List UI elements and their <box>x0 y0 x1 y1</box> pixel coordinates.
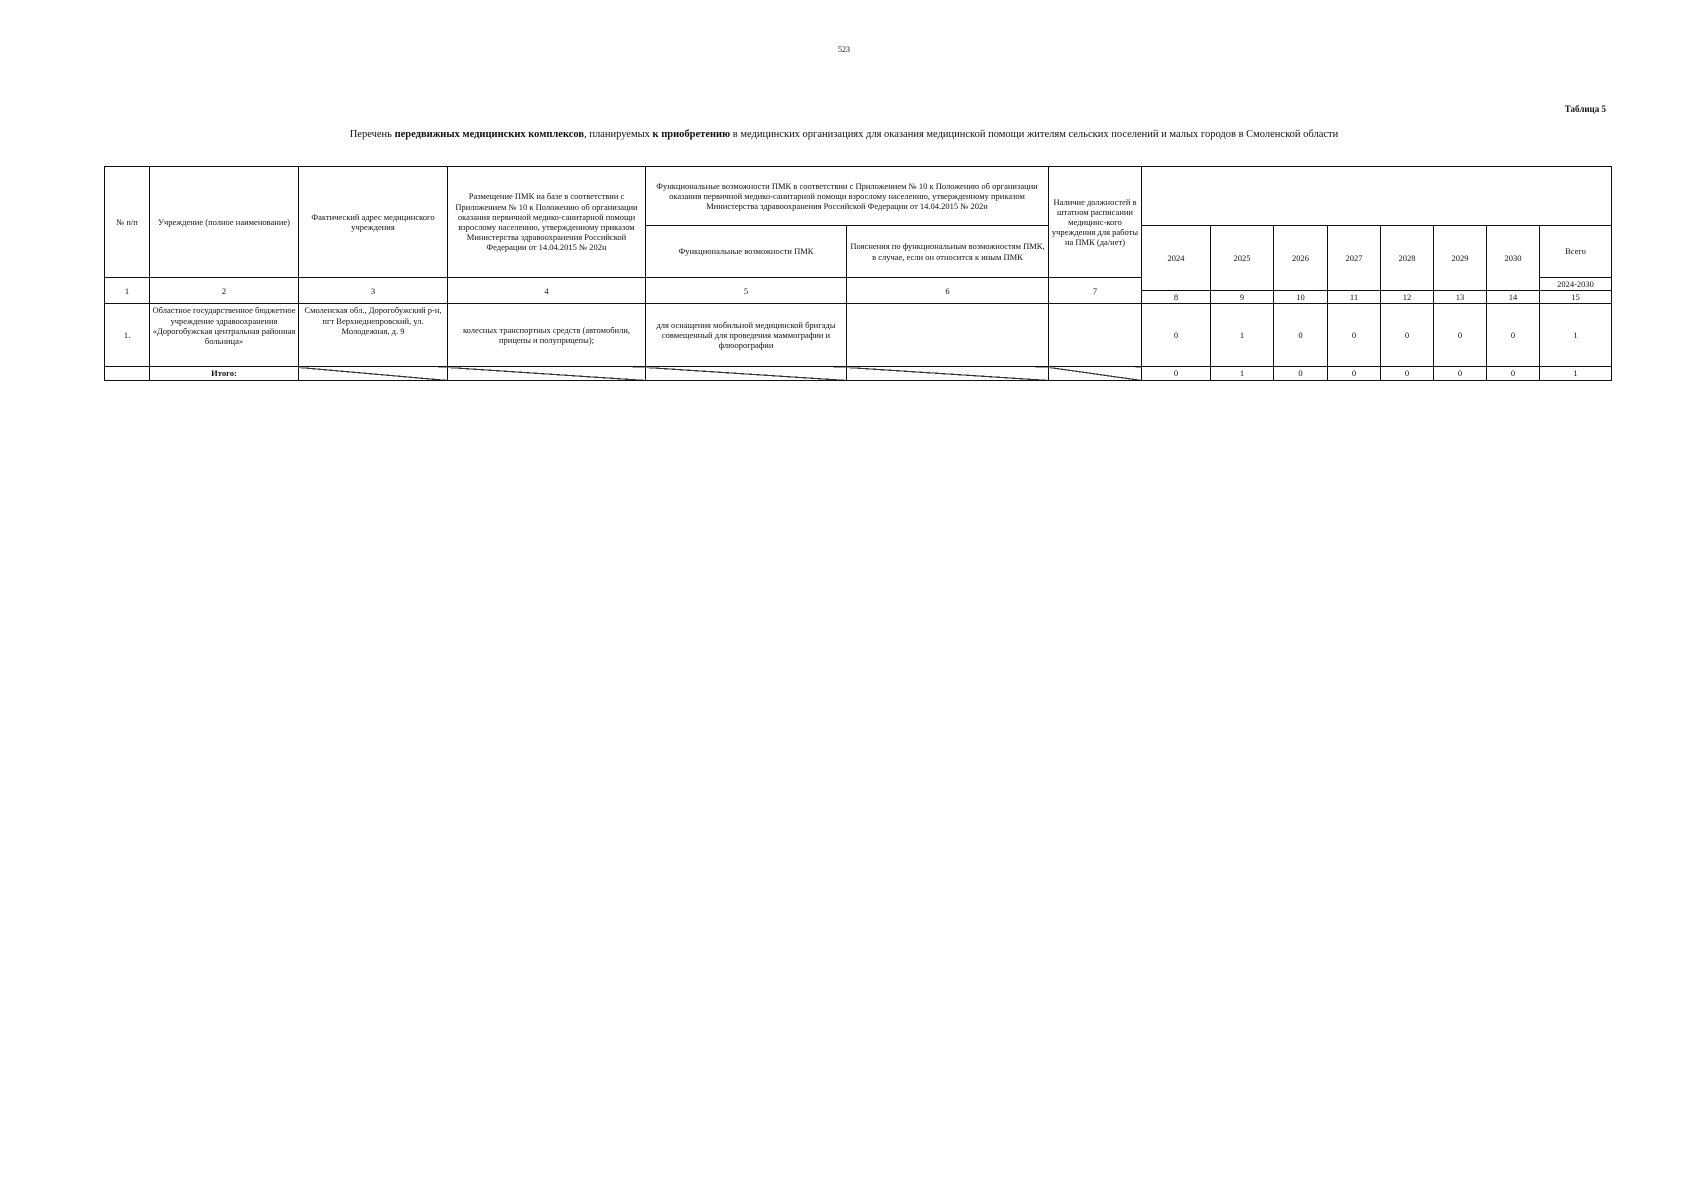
row-value-2029: 0 <box>1434 304 1487 367</box>
row-value-total: 1 <box>1540 304 1612 367</box>
title-bold-1: передвижных медицинских комплексов <box>394 129 585 140</box>
index-cell: 6 <box>847 278 1049 304</box>
total-blank-cell <box>299 367 448 380</box>
row-address: Смоленская обл., Дорогобужский р-н, пгт Верхнеднепровский, ул. Молодежная, д. 9 <box>299 304 448 367</box>
document-title <box>0 129 1688 140</box>
index-cell: 2 <box>150 278 299 304</box>
total-label: Итого: <box>150 367 299 380</box>
row-num: 1. <box>105 304 150 367</box>
total-value-2029: 0 <box>1434 367 1487 380</box>
row-value-2025: 1 <box>1211 304 1274 367</box>
row-placement: колесных транспортных средств (автомобили, прицепы и полуприцепы); <box>448 304 646 367</box>
table-label: Таблица 5 <box>1564 104 1606 114</box>
total-blank-cell <box>448 367 646 380</box>
total-value-2025: 1 <box>1211 367 1274 380</box>
index-cell: 10 <box>1274 291 1328 304</box>
total-value-2024: 0 <box>1142 367 1211 380</box>
row-value-2030: 0 <box>1487 304 1540 367</box>
index-cell: 3 <box>299 278 448 304</box>
title-part-2: , планируемых <box>584 129 653 140</box>
row-value-2026: 0 <box>1274 304 1328 367</box>
header-total: Всего <box>1540 226 1612 278</box>
total-blank-cell <box>847 367 1049 380</box>
index-cell: 15 <box>1540 291 1612 304</box>
index-cell: 5 <box>646 278 847 304</box>
row-functions: для оснащения мобильной медицинской бригады совмещенный для проведения маммографии и флюорографии <box>646 304 847 367</box>
header-functions-group: Функциональные возможности ПМК в соответствии с Приложением № 10 к Положению об организации оказания первичной медико-санитарной помощи взрослому населению, утвержденному приказом Министерства здравоохранения Российской Федерации от 14.04.2015 № 202н <box>646 167 1049 226</box>
title-part-3: в медицинских организациях для оказания медицинской помощи жителям сельских поселений и малых городов в Смоленской области <box>730 129 1339 140</box>
header-year-2024: 2024 <box>1142 226 1211 291</box>
row-value-2027: 0 <box>1328 304 1381 367</box>
index-cell: 11 <box>1328 291 1381 304</box>
index-cell: 12 <box>1381 291 1434 304</box>
title-part-1: Перечень <box>349 129 395 140</box>
header-num: № п/п <box>105 167 150 278</box>
total-value-2030: 0 <box>1487 367 1540 380</box>
header-institution: Учреждение (полное наименование) <box>150 167 299 278</box>
total-num-cell <box>105 367 150 380</box>
index-cell: 1 <box>105 278 150 304</box>
header-years-group <box>1142 167 1612 226</box>
header-year-2027: 2027 <box>1328 226 1381 291</box>
total-blank-cell <box>1049 367 1142 380</box>
total-value-2027: 0 <box>1328 367 1381 380</box>
index-cell: 14 <box>1487 291 1540 304</box>
header-year-2026: 2026 <box>1274 226 1328 291</box>
row-staff <box>1049 304 1142 367</box>
title-bold-2: к приобретению <box>652 129 731 140</box>
header-functions: Функциональные возможности ПМК <box>646 226 847 278</box>
header-explanation: Пояснения по функциональным возможностям ПМК, в случае, если он относится к иным ПМК <box>847 226 1049 278</box>
row-value-2028: 0 <box>1381 304 1434 367</box>
total-value-total: 1 <box>1540 367 1612 380</box>
header-year-2028: 2028 <box>1381 226 1434 291</box>
index-cell: 13 <box>1434 291 1487 304</box>
row-institution: Областное государственное бюджетное учреждение здравоохранения «Дорогобужская центральная районная больница» <box>150 304 299 367</box>
header-year-2025: 2025 <box>1211 226 1274 291</box>
total-blank-cell <box>646 367 847 380</box>
total-value-2026: 0 <box>1274 367 1328 380</box>
header-address: Фактический адрес медицинского учреждения <box>299 167 448 278</box>
index-cell: 7 <box>1049 278 1142 304</box>
row-value-2024: 0 <box>1142 304 1211 367</box>
index-cell: 4 <box>448 278 646 304</box>
page-number: 523 <box>838 45 850 54</box>
total-row <box>105 367 1612 380</box>
index-cell: 9 <box>1211 291 1274 304</box>
header-year-2029: 2029 <box>1434 226 1487 291</box>
header-staff: Наличие должностей в штатном расписании медицинс-кого учреждения для работы на ПМК (да/нет) <box>1049 167 1142 278</box>
table-row <box>105 304 1612 367</box>
header-placement: Размещение ПМК на базе в соответствии с Приложением № 10 к Положению об организации оказания первичной медико-санитарной помощи взрослому населению, утвержденному приказом Министерства здравоохранения Российской Федерации от 14.04.2015 № 202н <box>448 167 646 278</box>
index-cell: 8 <box>1142 291 1211 304</box>
header-year-2030: 2030 <box>1487 226 1540 291</box>
header-total-range: 2024-2030 <box>1540 278 1612 291</box>
total-value-2028: 0 <box>1381 367 1434 380</box>
row-explanation <box>847 304 1049 367</box>
pmk-table <box>104 166 1612 381</box>
